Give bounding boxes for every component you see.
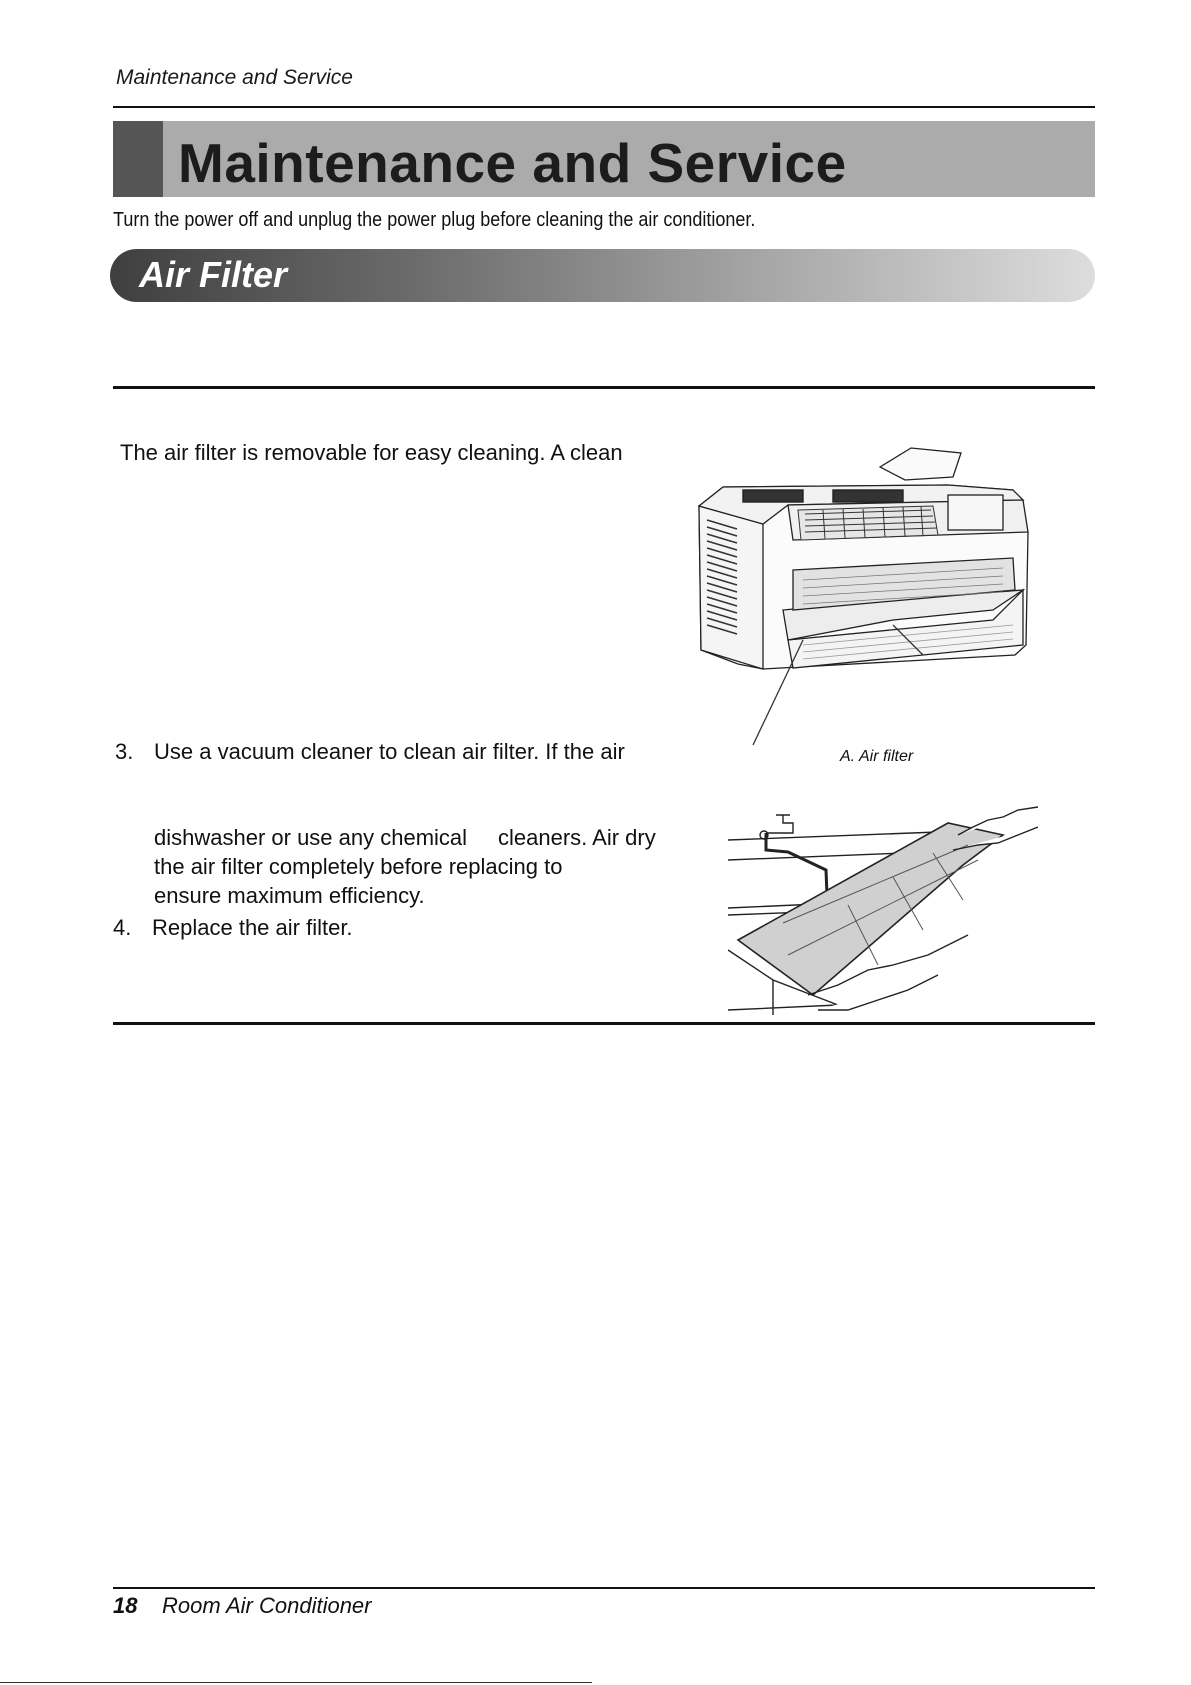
step-3-number: 3. — [115, 739, 134, 764]
page-title: Maintenance and Service — [178, 132, 847, 194]
header-divider — [113, 106, 1095, 108]
step-3-text: Use a vacuum cleaner to clean air filter. If the air — [154, 739, 625, 764]
step-3-line-dishwasher: dishwasher or use any chemical — [154, 825, 468, 850]
page-number: 18 — [113, 1593, 138, 1618]
section-divider-bottom — [113, 1022, 1095, 1025]
step-3-line-ensure: ensure maximum efficiency. — [154, 883, 425, 908]
running-header: Maintenance and Service — [116, 66, 353, 89]
step-3-line-the-air: the air filter completely before replacing to — [154, 854, 563, 879]
filter-washing-illustration-icon — [728, 805, 1038, 1020]
step-4-text: Replace the air filter. — [152, 915, 353, 940]
intro-text: The air filter is removable for easy cleaning. A clean — [120, 440, 623, 465]
footer-divider — [113, 1587, 1095, 1589]
scan-edge-line — [0, 1682, 592, 1683]
section-title: Air Filter — [139, 254, 288, 295]
section-divider-top — [113, 386, 1095, 389]
safety-warning: Turn the power off and unplug the power plug before cleaning the air conditioner. — [113, 209, 756, 231]
title-block-accent — [113, 121, 163, 197]
step-3-line-cleaners: cleaners. Air dry — [498, 825, 656, 850]
footer-title: Room Air Conditioner — [162, 1593, 372, 1618]
figure-caption: A. Air filter — [840, 748, 914, 765]
air-conditioner-illustration-icon — [693, 440, 1083, 745]
step-4-number: 4. — [113, 915, 132, 940]
